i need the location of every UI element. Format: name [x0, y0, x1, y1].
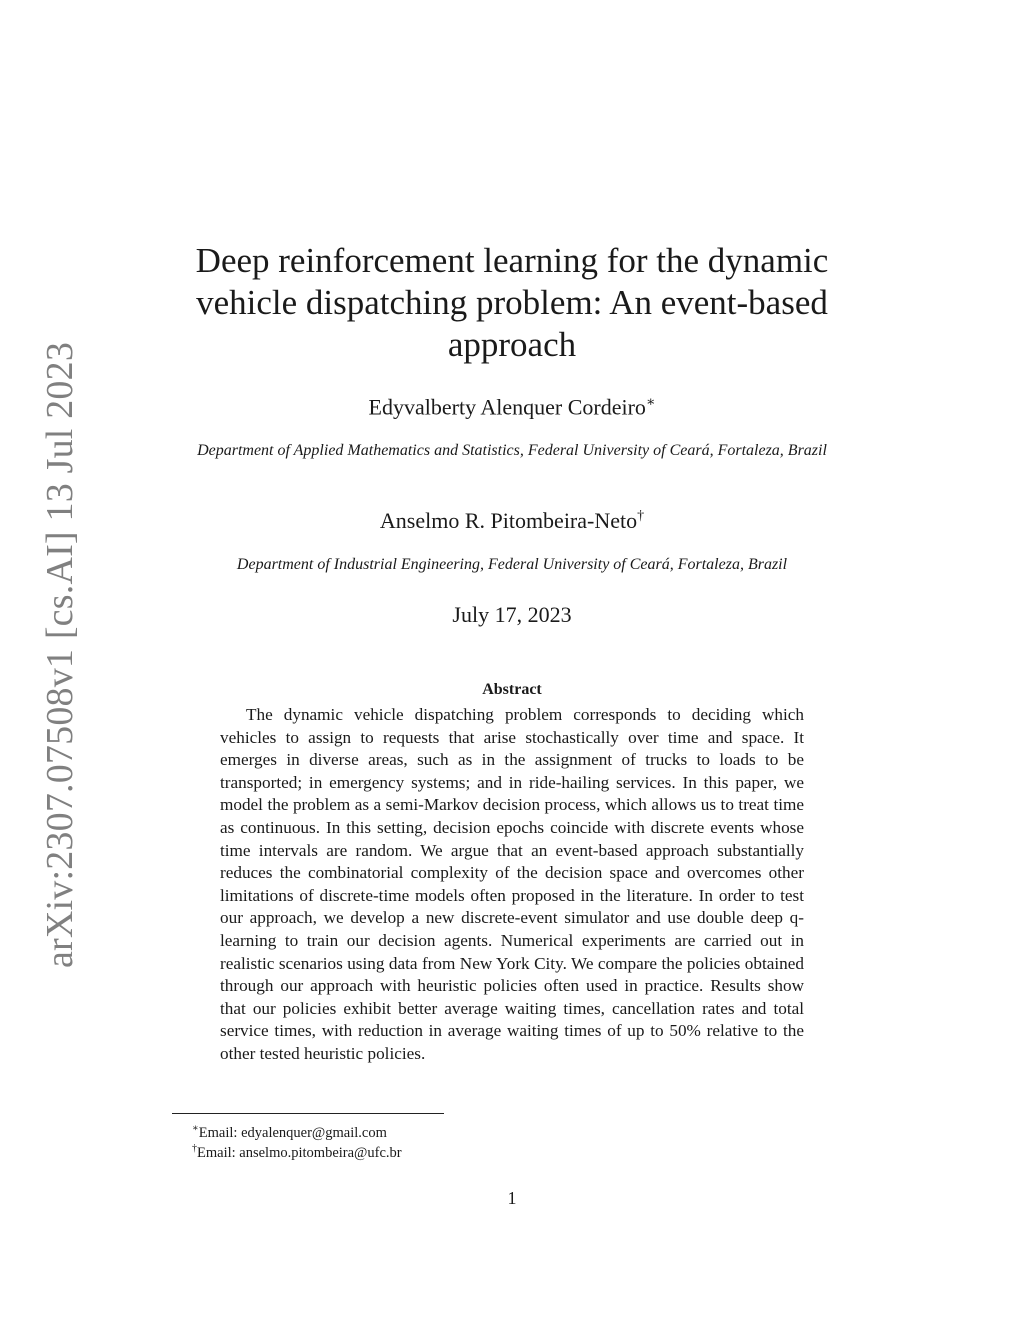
author-2-mark: † [637, 508, 645, 524]
footnote-2 [192, 1140, 402, 1162]
footnote-1-text: Email: edyalenquer@gmail.com [198, 1124, 387, 1141]
arxiv-identifier: arXiv:2307.07508v1 [cs.AI] 13 Jul 2023 [39, 341, 81, 969]
abstract-text: The dynamic vehicle dispatching problem corresponds to deciding which vehicles to assign to requests that arise stochastically over time and space. It emerges in diverse areas, such as in the assignment of trucks to loads to be transported; in emergency systems; and in ride-hailing services. In this paper, we model the problem as a semi-Markov decision process, which allows us to treat time as continuous. In this setting, decision epochs coincide with discrete events whose time intervals are random. We argue that an event-based approach substantially reduces the combinatorial complexity of the decision space and overcomes other limitations of discrete-time models often proposed in the literature. In order to test our approach, we develop a new discrete-event simulator and use double deep q-learning to train our decision agents. Numerical experiments are carried out in realistic scenarios using data from New York City. We compare the policies obtained through our approach with heuristic policies often used in practice. Results show that our policies exhibit better average waiting times, cancellation rates and total service times, with reduction in average waiting times of up to 50% relative to the other tested heuristic policies. [220, 705, 804, 1063]
paper-title: Deep reinforcement learning for the dynamic vehicle dispatching problem: An event-based approach [195, 241, 829, 364]
author-2-name: Anselmo R. Pitombeira-Neto [379, 508, 638, 533]
author-1-name: Edyvalberty Alenquer Cordeiro [368, 394, 646, 420]
footnote-2-mark: † [192, 1143, 197, 1154]
footnote-2-text: Email: anselmo.pitombeira@ufc.br [197, 1144, 402, 1161]
author-2-affiliation: Department of Industrial Engineering, Federal University of Ceará, Fortaleza, Brazil [236, 556, 788, 573]
publication-date: July 17, 2023 [452, 602, 572, 627]
page-number: 1 [507, 1188, 517, 1208]
footnote-divider [172, 1113, 444, 1114]
author-1-affiliation: Department of Applied Mathematics and Statistics, Federal University of Ceará, Fortaleza, Brazil [197, 442, 827, 459]
footnote-1-mark: ∗ [192, 1123, 199, 1134]
author-2 [180, 508, 844, 534]
footnote-1 [192, 1120, 387, 1142]
abstract-heading: Abstract [482, 681, 542, 698]
author-1 [180, 394, 844, 420]
author-1-mark: ∗ [645, 395, 656, 410]
